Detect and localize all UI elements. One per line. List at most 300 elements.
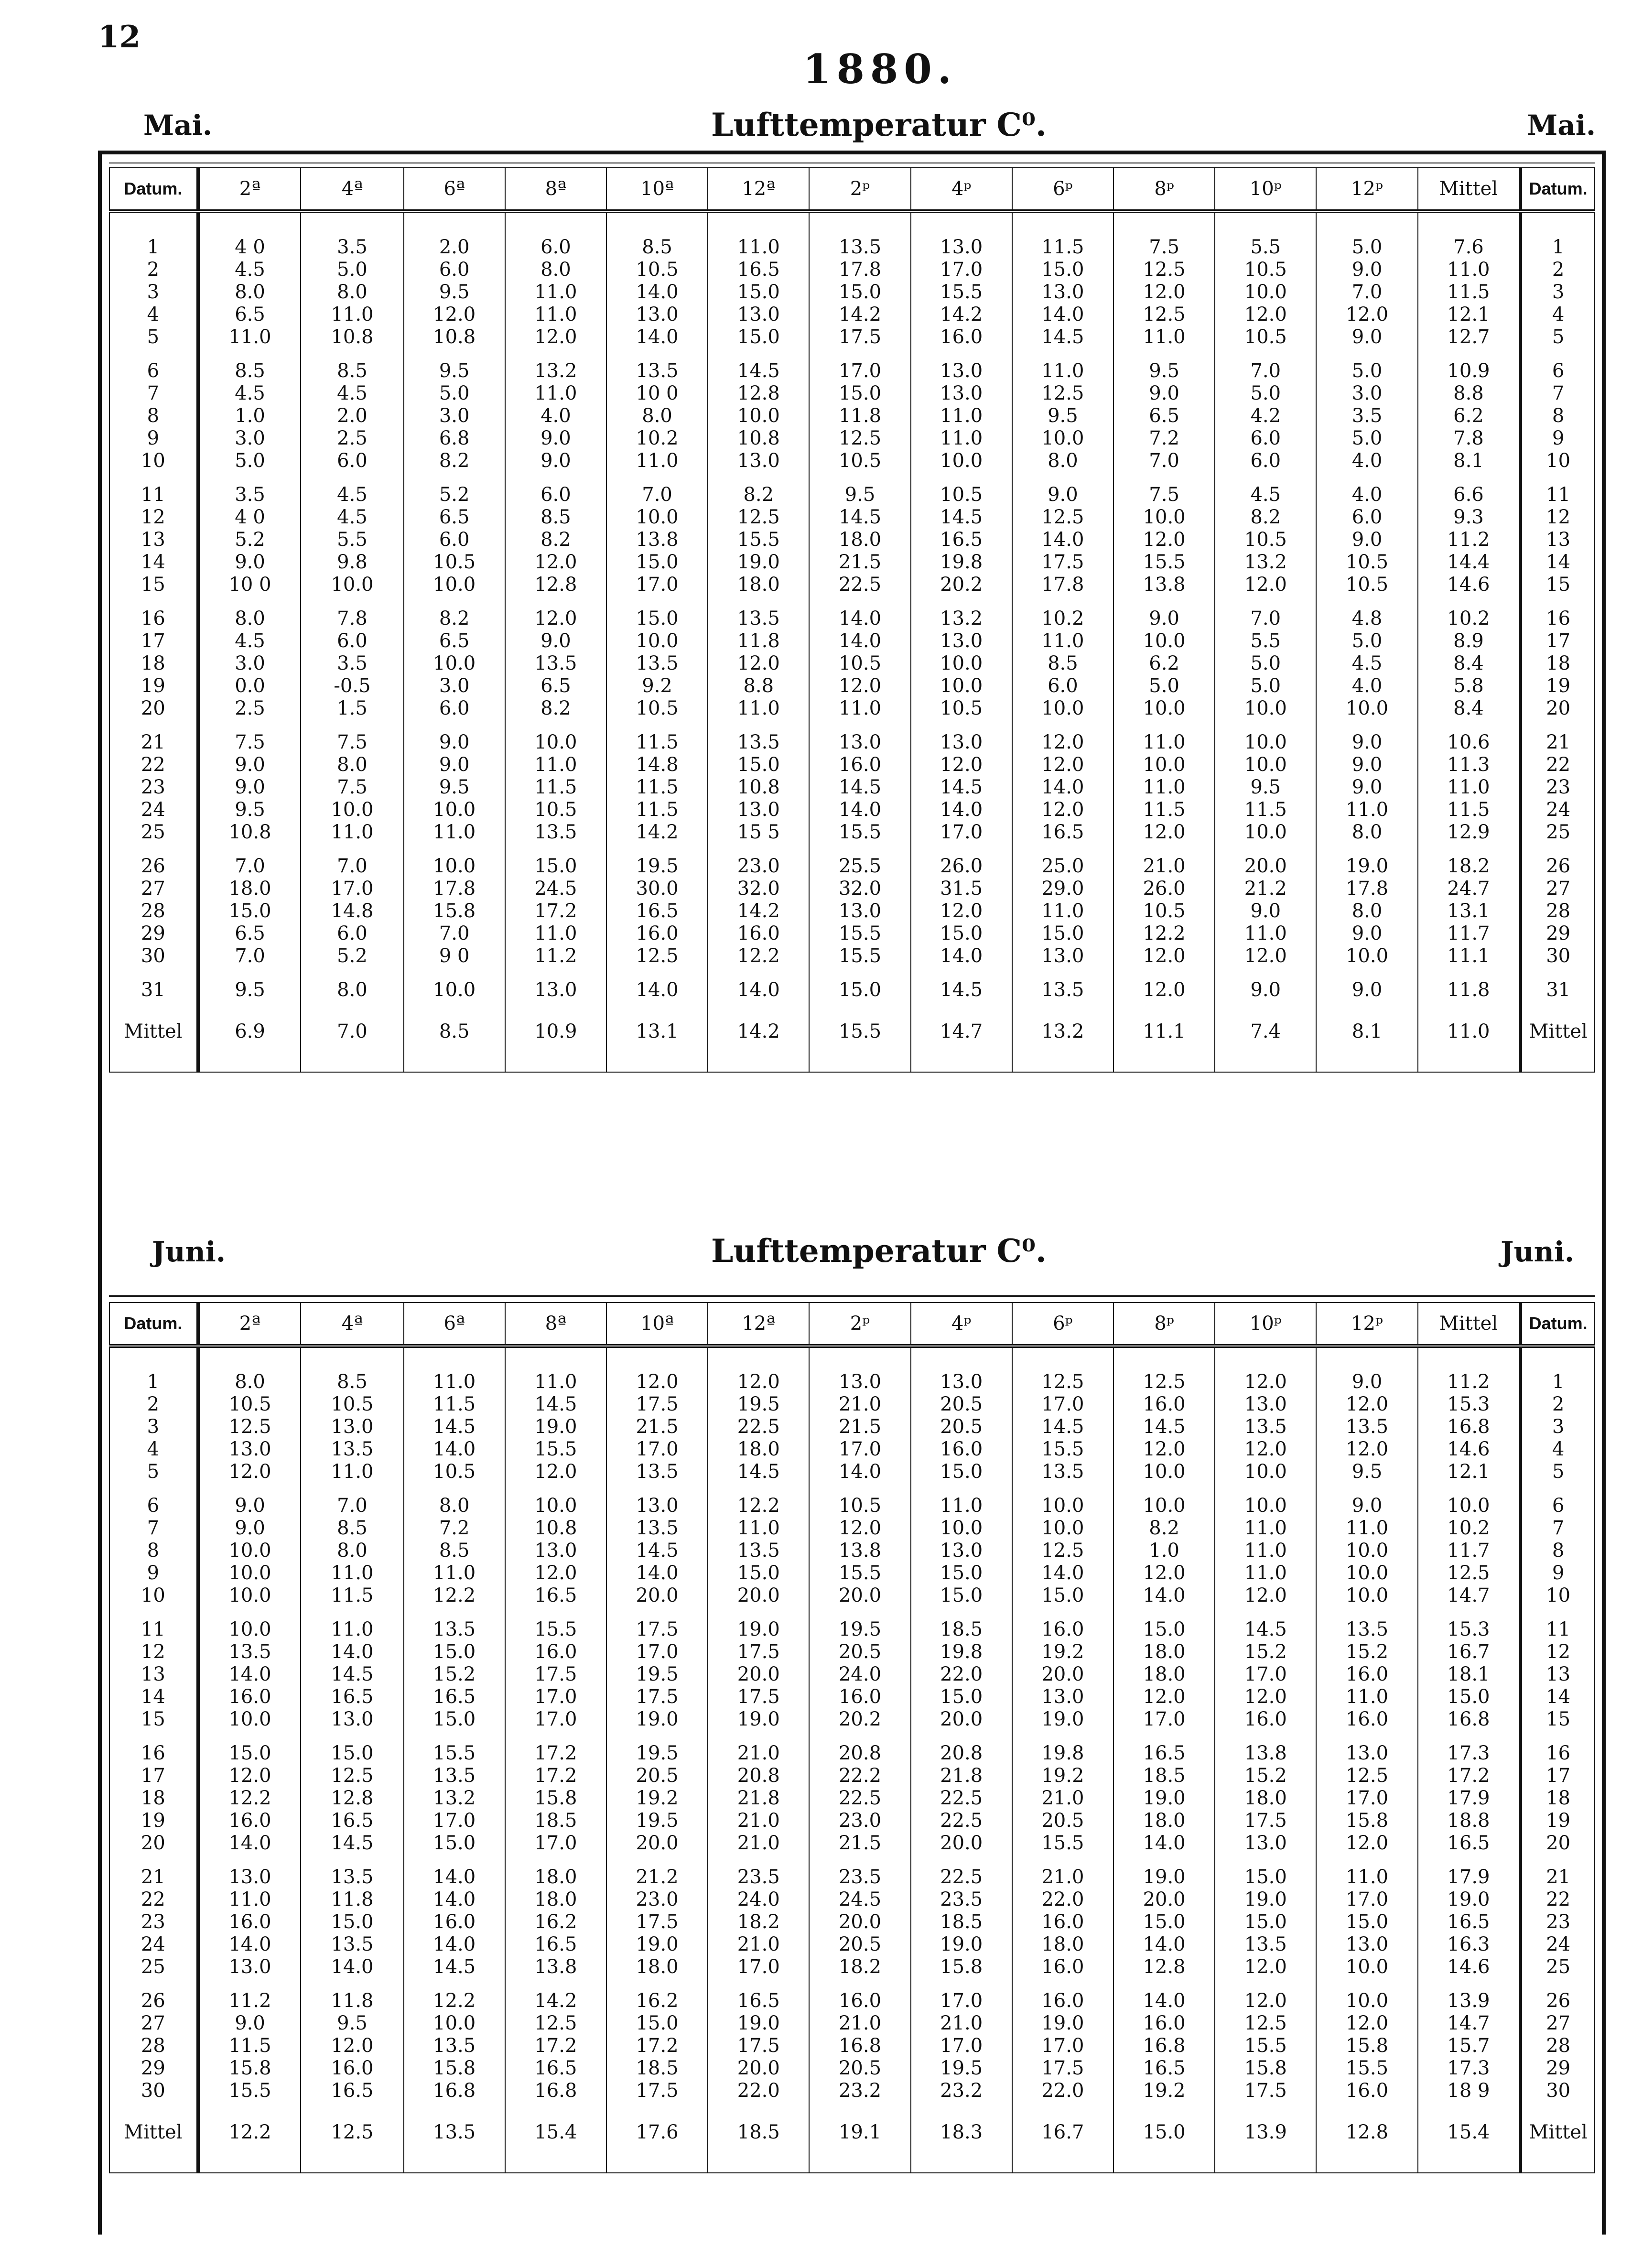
table-row [109, 900, 1595, 922]
table-row [109, 2012, 1595, 2035]
date-cell: 11 [109, 1607, 198, 1641]
value-cell: 10.0 [1012, 427, 1113, 450]
value-cell: 23.2 [809, 2080, 910, 2102]
table-row [109, 1641, 1595, 1663]
value-cell: 19.0 [606, 1933, 708, 1956]
value-cell: 11.0 [301, 1607, 403, 1641]
value-cell: 7.5 [301, 720, 403, 754]
value-cell: 26.0 [1113, 878, 1215, 900]
value-cell: 17.0 [1316, 1888, 1417, 1911]
value-cell: 8.0 [505, 259, 606, 281]
value-cell: 10.5 [1316, 551, 1417, 574]
value-cell: 8.5 [606, 211, 708, 259]
table-row [109, 652, 1595, 675]
value-cell: 13.0 [708, 799, 809, 821]
date-cell: 9 [1521, 1562, 1595, 1584]
value-cell: 4.5 [301, 506, 403, 529]
date-cell: 15 [1521, 1708, 1595, 1731]
value-cell: 12.0 [1215, 1978, 1316, 2012]
date-cell: 24 [109, 1933, 198, 1956]
value-cell: 16.0 [1113, 2012, 1215, 2035]
value-cell: 16.7 [1418, 1641, 1521, 1663]
value-cell: 14.0 [606, 326, 708, 348]
date-cell: 6 [1521, 1483, 1595, 1517]
value-cell: 11.0 [1316, 799, 1417, 821]
mai-title: Lufttemperatur C⁰. [711, 106, 1047, 143]
column-header: 4ᵖ [911, 1302, 1012, 1346]
table-row [109, 1540, 1595, 1562]
value-cell: 10.5 [301, 1393, 403, 1416]
value-cell: 12.5 [1418, 1562, 1521, 1584]
value-cell: 11.5 [1418, 799, 1521, 821]
value-cell: 13.5 [809, 211, 910, 259]
value-cell: 15.0 [1316, 1911, 1417, 1933]
mean-cell: Mittel [1521, 2102, 1595, 2173]
value-cell: 11.0 [911, 405, 1012, 427]
value-cell: 20.2 [809, 1708, 910, 1731]
value-cell: 14.5 [809, 776, 910, 799]
value-cell: 4.0 [1316, 675, 1417, 697]
table-row [109, 427, 1595, 450]
value-cell: 14.0 [301, 1641, 403, 1663]
value-cell: 16.5 [1113, 2057, 1215, 2080]
value-cell: 13.2 [1215, 551, 1316, 574]
date-cell: 22 [109, 1888, 198, 1911]
value-cell: 11.0 [1316, 1686, 1417, 1708]
value-cell: 6.0 [404, 259, 505, 281]
value-cell: 3.0 [198, 427, 301, 450]
value-cell: 12.0 [1113, 967, 1215, 1001]
value-cell: 11.0 [1215, 1562, 1316, 1584]
value-cell: 18.0 [809, 529, 910, 551]
value-cell: 21.2 [1215, 878, 1316, 900]
mean-cell: 13.9 [1215, 2102, 1316, 2173]
value-cell: 16.0 [301, 2057, 403, 2080]
value-cell: 12.5 [1012, 1540, 1113, 1562]
value-cell: 11.0 [301, 1461, 403, 1483]
value-cell: 11.2 [1418, 529, 1521, 551]
value-cell: 16.5 [301, 1686, 403, 1708]
mean-cell: 11.0 [1418, 1001, 1521, 1072]
value-cell: 10.0 [1012, 1517, 1113, 1540]
value-cell: 20.5 [911, 1393, 1012, 1416]
value-cell: 10.0 [708, 405, 809, 427]
value-cell: 16.0 [1316, 1708, 1417, 1731]
date-cell: 29 [109, 2057, 198, 2080]
value-cell: 11.0 [1418, 259, 1521, 281]
value-cell: 13.0 [1316, 1731, 1417, 1765]
value-cell: 13.5 [198, 1641, 301, 1663]
column-header: 8ᵖ [1113, 1302, 1215, 1346]
table-row [109, 382, 1595, 405]
value-cell: 22.5 [911, 1787, 1012, 1810]
value-cell: 9.5 [404, 281, 505, 304]
value-cell: 17.0 [809, 348, 910, 382]
value-cell: 8.0 [606, 405, 708, 427]
value-cell: 16.8 [404, 2080, 505, 2102]
mean-cell: 15.4 [1418, 2102, 1521, 2173]
value-cell: 21.0 [1113, 844, 1215, 878]
value-cell: 17.2 [505, 900, 606, 922]
value-cell: 14.7 [1418, 1584, 1521, 1607]
value-cell: 23.0 [809, 1810, 910, 1832]
value-cell: 12.2 [198, 1787, 301, 1810]
value-cell: 11.0 [505, 754, 606, 776]
date-cell: 9 [109, 427, 198, 450]
value-cell: 5.0 [1215, 382, 1316, 405]
mean-row [109, 1001, 1595, 1072]
table-row [109, 754, 1595, 776]
mean-cell: 16.7 [1012, 2102, 1113, 2173]
date-cell: 29 [109, 922, 198, 945]
value-cell: 14.6 [1418, 574, 1521, 596]
value-cell: 4.5 [198, 630, 301, 652]
table-row [109, 405, 1595, 427]
value-cell: 22.5 [911, 1810, 1012, 1832]
value-cell: 25.0 [1012, 844, 1113, 878]
value-cell: 13.0 [911, 630, 1012, 652]
value-cell: 21.0 [1012, 1855, 1113, 1888]
value-cell: 13.0 [505, 967, 606, 1001]
value-cell: 21.0 [708, 1731, 809, 1765]
value-cell: 5.0 [1316, 211, 1417, 259]
value-cell: 20.5 [1012, 1810, 1113, 1832]
value-cell: 14.5 [809, 506, 910, 529]
value-cell: 9.0 [505, 427, 606, 450]
value-cell: 11.0 [1012, 900, 1113, 922]
value-cell: 17.8 [1012, 574, 1113, 596]
value-cell: 15.0 [708, 281, 809, 304]
value-cell: 10.8 [198, 821, 301, 844]
value-cell: 19.0 [505, 1416, 606, 1438]
value-cell: 6.0 [301, 630, 403, 652]
value-cell: 11.0 [1316, 1855, 1417, 1888]
value-cell: 14.5 [1215, 1607, 1316, 1641]
value-cell: 10.0 [198, 1562, 301, 1584]
value-cell: 10.5 [911, 472, 1012, 506]
value-cell: 11.0 [1215, 922, 1316, 945]
value-cell: 15.0 [809, 382, 910, 405]
date-cell: 5 [1521, 326, 1595, 348]
value-cell: 10.5 [505, 799, 606, 821]
value-cell: 10.0 [1316, 697, 1417, 720]
value-cell: 17.0 [1012, 2035, 1113, 2057]
value-cell: 17.0 [911, 259, 1012, 281]
value-cell: 8.5 [198, 348, 301, 382]
value-cell: 15.0 [911, 1461, 1012, 1483]
value-cell: 13.0 [301, 1416, 403, 1438]
value-cell: 20.0 [809, 1584, 910, 1607]
value-cell: 16.0 [198, 1686, 301, 1708]
date-cell: 19 [1521, 675, 1595, 697]
value-cell: 8.5 [301, 1346, 403, 1393]
value-cell: 15.5 [404, 1731, 505, 1765]
value-cell: 7.5 [198, 720, 301, 754]
value-cell: 10 0 [606, 382, 708, 405]
value-cell: 9.3 [1418, 506, 1521, 529]
value-cell: 2.0 [404, 211, 505, 259]
value-cell: 17.2 [505, 1731, 606, 1765]
value-cell: 13.8 [505, 1956, 606, 1978]
value-cell: 15.0 [911, 922, 1012, 945]
value-cell: 11.0 [198, 326, 301, 348]
value-cell: 15.8 [198, 2057, 301, 2080]
value-cell: 11.3 [1418, 754, 1521, 776]
value-cell: 14.2 [606, 821, 708, 844]
value-cell: 13.0 [606, 304, 708, 326]
value-cell: 21.0 [708, 1832, 809, 1855]
value-cell: 10.5 [1215, 529, 1316, 551]
value-cell: 15.7 [1418, 2035, 1521, 2057]
value-cell: 7.2 [1113, 427, 1215, 450]
date-cell: 3 [1521, 281, 1595, 304]
value-cell: 11.2 [1418, 1346, 1521, 1393]
column-header: 8ª [505, 168, 606, 211]
value-cell: 13.0 [1012, 1686, 1113, 1708]
value-cell: 11.5 [606, 799, 708, 821]
table-row [109, 326, 1595, 348]
value-cell: 9.0 [198, 754, 301, 776]
date-cell: 28 [109, 900, 198, 922]
value-cell: 10.0 [404, 574, 505, 596]
date-cell: 1 [1521, 1346, 1595, 1393]
mean-cell: Mittel [109, 1001, 198, 1072]
value-cell: 18.0 [1113, 1810, 1215, 1832]
value-cell: 10.0 [1113, 697, 1215, 720]
value-cell: 8.0 [1316, 900, 1417, 922]
value-cell: 10.0 [1418, 1483, 1521, 1517]
value-cell: 9.0 [505, 450, 606, 472]
value-cell: 5.5 [301, 529, 403, 551]
value-cell: 16.5 [1418, 1911, 1521, 1933]
value-cell: 10.0 [1316, 945, 1417, 967]
table-row [109, 1855, 1595, 1888]
table-row [109, 776, 1595, 799]
table-row [109, 348, 1595, 382]
table-row [109, 472, 1595, 506]
value-cell: 15.8 [1316, 2035, 1417, 2057]
value-cell: 8.0 [198, 596, 301, 630]
value-cell: 0.0 [198, 675, 301, 697]
value-cell: 16.8 [1418, 1416, 1521, 1438]
value-cell: 15.2 [1316, 1641, 1417, 1663]
table-row [109, 1810, 1595, 1832]
value-cell: 5.0 [1113, 675, 1215, 697]
value-cell: 8.5 [301, 1517, 403, 1540]
value-cell: 11.0 [1113, 720, 1215, 754]
date-cell: 2 [1521, 1393, 1595, 1416]
value-cell: 10.0 [198, 1607, 301, 1641]
value-cell: 1.5 [301, 697, 403, 720]
value-cell: 13.5 [404, 1765, 505, 1787]
value-cell: 7.8 [301, 596, 403, 630]
date-cell: 21 [109, 1855, 198, 1888]
value-cell: 17.5 [606, 1607, 708, 1641]
value-cell: 16.2 [505, 1911, 606, 1933]
value-cell: 12.8 [1113, 1956, 1215, 1978]
value-cell: 19.5 [911, 2057, 1012, 2080]
value-cell: 11.0 [911, 1483, 1012, 1517]
value-cell: 11.0 [404, 1346, 505, 1393]
table-row [109, 2057, 1595, 2080]
column-header: 2ª [198, 1302, 301, 1346]
value-cell: 13.0 [198, 1438, 301, 1461]
value-cell: 13.0 [809, 1346, 910, 1393]
value-cell: 4.0 [1316, 472, 1417, 506]
mai-month-right: Mai. [1527, 109, 1596, 141]
value-cell: 10.0 [1316, 1978, 1417, 2012]
date-cell: 5 [1521, 1461, 1595, 1483]
value-cell: 10.0 [1215, 821, 1316, 844]
value-cell: 14.0 [606, 281, 708, 304]
value-cell: 14.5 [301, 1663, 403, 1686]
value-cell: 13.0 [911, 348, 1012, 382]
value-cell: 15.5 [1012, 1438, 1113, 1461]
date-cell: 11 [1521, 1607, 1595, 1641]
value-cell: 11.5 [1418, 281, 1521, 304]
value-cell: 14.0 [404, 1438, 505, 1461]
value-cell: 15.0 [708, 1562, 809, 1584]
value-cell: 18 9 [1418, 2080, 1521, 2102]
value-cell: 10.0 [1316, 1584, 1417, 1607]
value-cell: 32.0 [708, 878, 809, 900]
value-cell: 23.0 [708, 844, 809, 878]
value-cell: 17.5 [606, 1911, 708, 1933]
date-cell: 7 [1521, 382, 1595, 405]
value-cell: 17.0 [505, 1686, 606, 1708]
value-cell: 12.0 [404, 304, 505, 326]
value-cell: 3.0 [1316, 382, 1417, 405]
value-cell: 15.5 [1215, 2035, 1316, 2057]
value-cell: 12.5 [1215, 2012, 1316, 2035]
value-cell: 17.3 [1418, 2057, 1521, 2080]
value-cell: 10.0 [1316, 1956, 1417, 1978]
table-row [109, 697, 1595, 720]
value-cell: 16.8 [809, 2035, 910, 2057]
value-cell: 23.5 [708, 1855, 809, 1888]
value-cell: 9 0 [404, 945, 505, 967]
value-cell: 11.0 [404, 821, 505, 844]
value-cell: 7.0 [404, 922, 505, 945]
value-cell: 13.5 [1316, 1416, 1417, 1438]
column-header: 2ª [198, 168, 301, 211]
value-cell: 10.2 [606, 427, 708, 450]
value-cell: 10.8 [404, 326, 505, 348]
juni-top-rule [109, 1295, 1595, 1297]
value-cell: 9.5 [198, 799, 301, 821]
date-cell: 14 [1521, 1686, 1595, 1708]
value-cell: 15.8 [404, 2057, 505, 2080]
table-row [109, 596, 1595, 630]
column-header: 12ª [708, 168, 809, 211]
value-cell: 10.0 [198, 1708, 301, 1731]
value-cell: 15.0 [198, 1731, 301, 1765]
value-cell: 7.0 [301, 844, 403, 878]
column-header: 8ᵖ [1113, 168, 1215, 211]
value-cell: 13.0 [911, 720, 1012, 754]
value-cell: 13.0 [606, 1483, 708, 1517]
value-cell: 16.0 [1012, 1956, 1113, 1978]
value-cell: 15.0 [301, 1731, 403, 1765]
value-cell: 10.8 [301, 326, 403, 348]
value-cell: 19.0 [911, 1933, 1012, 1956]
table-row [109, 211, 1595, 259]
value-cell: 12.5 [1113, 304, 1215, 326]
value-cell: 6.0 [1215, 427, 1316, 450]
value-cell: 13.8 [809, 1540, 910, 1562]
value-cell: 12.8 [708, 382, 809, 405]
value-cell: 10.5 [809, 450, 910, 472]
value-cell: 19.5 [606, 1663, 708, 1686]
value-cell: 19.0 [708, 2012, 809, 2035]
value-cell: 8.0 [198, 281, 301, 304]
value-cell: 11.5 [1113, 799, 1215, 821]
value-cell: 13.8 [1113, 574, 1215, 596]
value-cell: 20.8 [708, 1765, 809, 1787]
value-cell: 7.6 [1418, 211, 1521, 259]
value-cell: 12.8 [505, 574, 606, 596]
value-cell: 12.5 [1012, 1346, 1113, 1393]
date-cell: 28 [109, 2035, 198, 2057]
value-cell: 14.0 [1113, 1584, 1215, 1607]
value-cell: 12.5 [198, 1416, 301, 1438]
value-cell: 17.0 [1316, 1787, 1417, 1810]
value-cell: 14.0 [1012, 776, 1113, 799]
value-cell: 12.0 [1113, 1686, 1215, 1708]
value-cell: 11.5 [1215, 799, 1316, 821]
mean-cell: 18.5 [708, 2102, 809, 2173]
value-cell: 15.5 [809, 945, 910, 967]
value-cell: 16.5 [404, 1686, 505, 1708]
date-cell: 31 [1521, 967, 1595, 1001]
mean-cell: 12.8 [1316, 2102, 1417, 2173]
value-cell: 8.1 [1418, 450, 1521, 472]
value-cell: 4.5 [1316, 652, 1417, 675]
value-cell: 15.0 [404, 1832, 505, 1855]
value-cell: 23.5 [809, 1855, 910, 1888]
date-cell: 26 [109, 1978, 198, 2012]
value-cell: 12.0 [1113, 1438, 1215, 1461]
value-cell: 9.0 [198, 1483, 301, 1517]
value-cell: 8.9 [1418, 630, 1521, 652]
value-cell: 12.0 [911, 900, 1012, 922]
value-cell: 17.0 [404, 1810, 505, 1832]
value-cell: 21.0 [809, 1393, 910, 1416]
value-cell: 5.5 [1215, 630, 1316, 652]
value-cell: 20.0 [809, 1911, 910, 1933]
value-cell: 10.5 [1215, 259, 1316, 281]
date-cell: 11 [1521, 472, 1595, 506]
value-cell: 19.8 [911, 551, 1012, 574]
value-cell: 18.5 [911, 1607, 1012, 1641]
value-cell: 14.0 [606, 1562, 708, 1584]
value-cell: 11.0 [1012, 348, 1113, 382]
value-cell: 20.8 [911, 1731, 1012, 1765]
value-cell: 7.5 [1113, 211, 1215, 259]
date-cell: 22 [1521, 754, 1595, 776]
value-cell: 13.5 [1215, 1416, 1316, 1438]
value-cell: 9.0 [404, 720, 505, 754]
date-cell: 21 [1521, 720, 1595, 754]
value-cell: 4.0 [1316, 450, 1417, 472]
value-cell: 9.0 [1316, 754, 1417, 776]
value-cell: 18.0 [1012, 1933, 1113, 1956]
date-cell: 30 [109, 945, 198, 967]
value-cell: 12.0 [1316, 1832, 1417, 1855]
value-cell: 19.2 [1113, 2080, 1215, 2102]
value-cell: 11.5 [505, 776, 606, 799]
date-cell: 9 [1521, 427, 1595, 450]
